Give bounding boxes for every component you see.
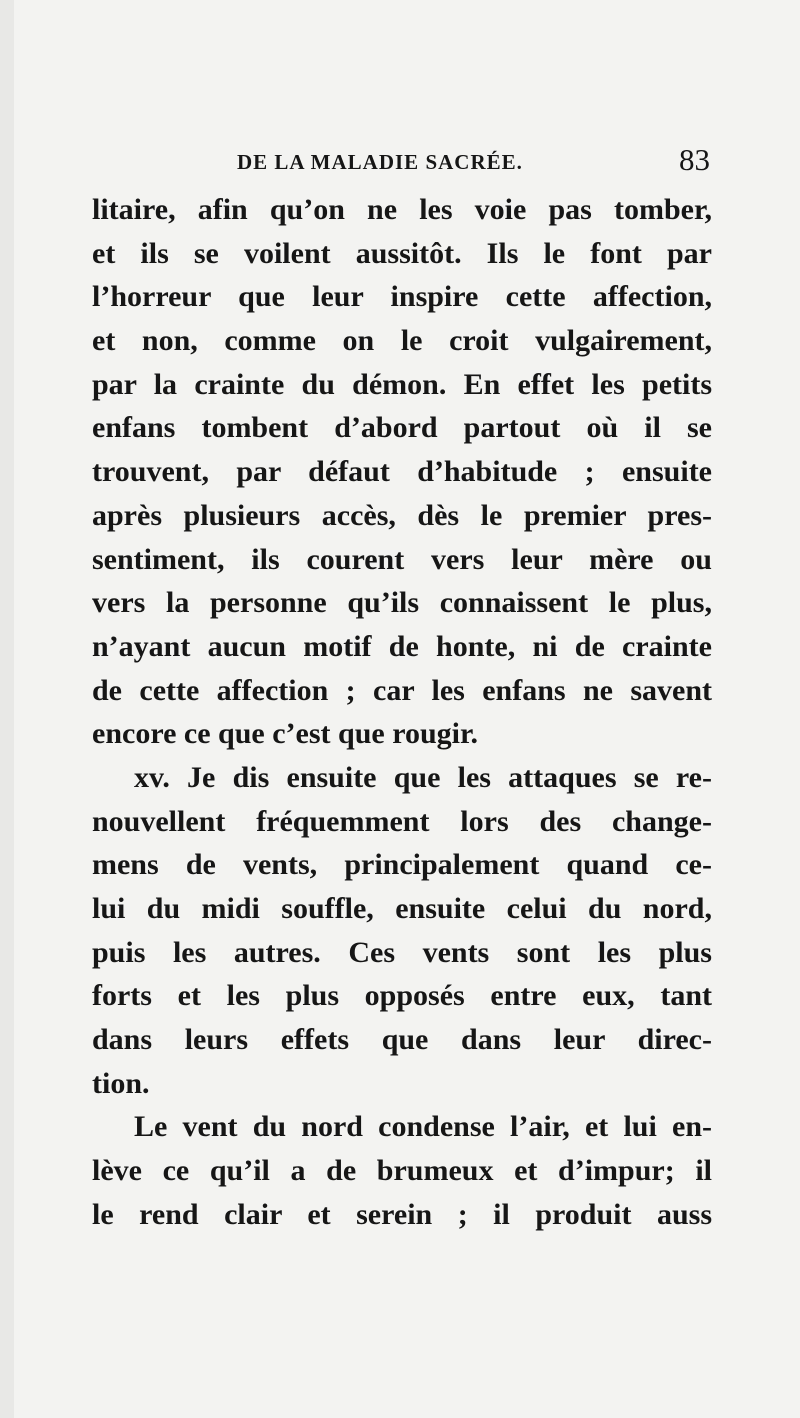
text-line: et non, comme on le croit vulgairement, — [92, 324, 712, 358]
text-line: lui du midi souffle, ensuite celui du nord, — [92, 892, 712, 925]
text-line: le rend clair et serein ; il produit auss — [92, 1197, 712, 1231]
text-line: vers la personne qu’ils connaissent le plus, — [92, 586, 712, 620]
text-line: lève ce qu’il a de brumeux et d’impur; il — [92, 1154, 712, 1188]
text-line: sentiment, ils courent vers leur mère ou — [92, 542, 712, 576]
section-xv-start: xv. Je dis ensuite que les attaques se re- — [134, 760, 712, 794]
page-number: 83 — [679, 142, 710, 177]
text-line: forts et les plus opposés entre eux, tant — [92, 979, 712, 1013]
paragraph-start: Le vent du nord condense l’air, et lui en- — [134, 1110, 712, 1144]
page-edge-shadow — [0, 0, 14, 1418]
text-line: n’ayant aucun motif de honte, ni de crainte — [92, 629, 712, 663]
text-line: mens de vents, principalement quand ce- — [92, 848, 712, 882]
text-line: enfans tombent d’abord partout où il se — [92, 411, 712, 445]
text-line: et ils se voilent aussitôt. Ils le font par — [92, 236, 712, 270]
text-line: de cette affection ; car les enfans ne savent — [92, 673, 712, 707]
running-head: DE LA MALADIE SACRÉE. — [237, 150, 523, 174]
page-header — [92, 142, 712, 182]
text-line: trouvent, par défaut d’habitude ; ensuite — [92, 455, 712, 489]
paragraph-end-line: tion. — [92, 1066, 150, 1100]
text-line: nouvellent fréquemment lors des change- — [92, 804, 712, 838]
text-line: par la crainte du démon. En effet les petits — [92, 367, 712, 401]
text-line: l’horreur que leur inspire cette affection, — [92, 280, 712, 314]
text-line: dans leurs effets que dans leur direc- — [92, 1023, 712, 1057]
text-line: litaire, afin qu’on ne les voie pas tomber, — [92, 193, 712, 226]
text-line: après plusieurs accès, dès le premier pres- — [92, 498, 712, 532]
text-line: puis les autres. Ces vents sont les plus — [92, 935, 712, 969]
body-text — [92, 188, 712, 1237]
paragraph-end-line: encore ce que c’est que rougir. — [92, 717, 479, 751]
